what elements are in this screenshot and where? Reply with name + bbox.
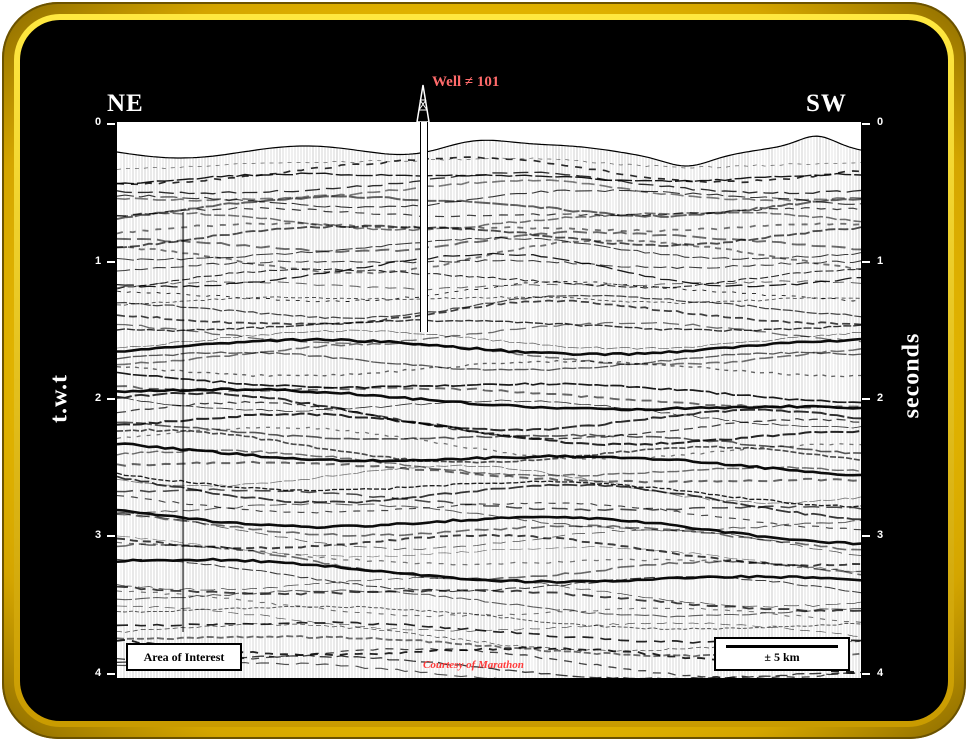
- left-tick-4: 4: [95, 667, 102, 679]
- right-tick-0: 0: [877, 116, 884, 128]
- left-tickmark: [107, 261, 115, 263]
- right-tickmark: [862, 398, 870, 400]
- right-tick-2: 2: [877, 392, 884, 404]
- right-axis-label: seconds: [898, 332, 925, 419]
- right-tickmark: [862, 261, 870, 263]
- left-axis-label: t.w.t: [46, 374, 73, 423]
- left-tickmark: [107, 673, 115, 675]
- area-of-interest-box: Area of Interest: [126, 643, 242, 671]
- derrick-icon: [414, 84, 432, 124]
- left-tickmark: [107, 535, 115, 537]
- seismic-traces: [117, 122, 861, 678]
- right-tick-4: 4: [877, 667, 884, 679]
- right-tick-3: 3: [877, 529, 884, 541]
- courtesy-text: Courtesy of Marathon: [423, 659, 524, 671]
- scale-bar: [726, 645, 838, 648]
- direction-ne: NE: [107, 90, 144, 117]
- left-tick-1: 1: [95, 255, 102, 267]
- right-tickmark: [862, 673, 870, 675]
- left-tickmark: [107, 123, 115, 125]
- scale-text: ± 5 km: [764, 650, 800, 664]
- left-tickmark: [107, 398, 115, 400]
- right-tickmark: [862, 535, 870, 537]
- direction-sw: SW: [806, 90, 847, 117]
- well-label: Well ≠ 101: [432, 74, 500, 90]
- left-tick-0: 0: [95, 116, 102, 128]
- well-bore: [420, 122, 428, 332]
- left-tick-2: 2: [95, 392, 102, 404]
- right-tick-1: 1: [877, 255, 884, 267]
- right-tickmark: [862, 123, 870, 125]
- seismic-section: [117, 122, 861, 678]
- left-tick-3: 3: [95, 529, 102, 541]
- scale-bar-box: [714, 637, 850, 671]
